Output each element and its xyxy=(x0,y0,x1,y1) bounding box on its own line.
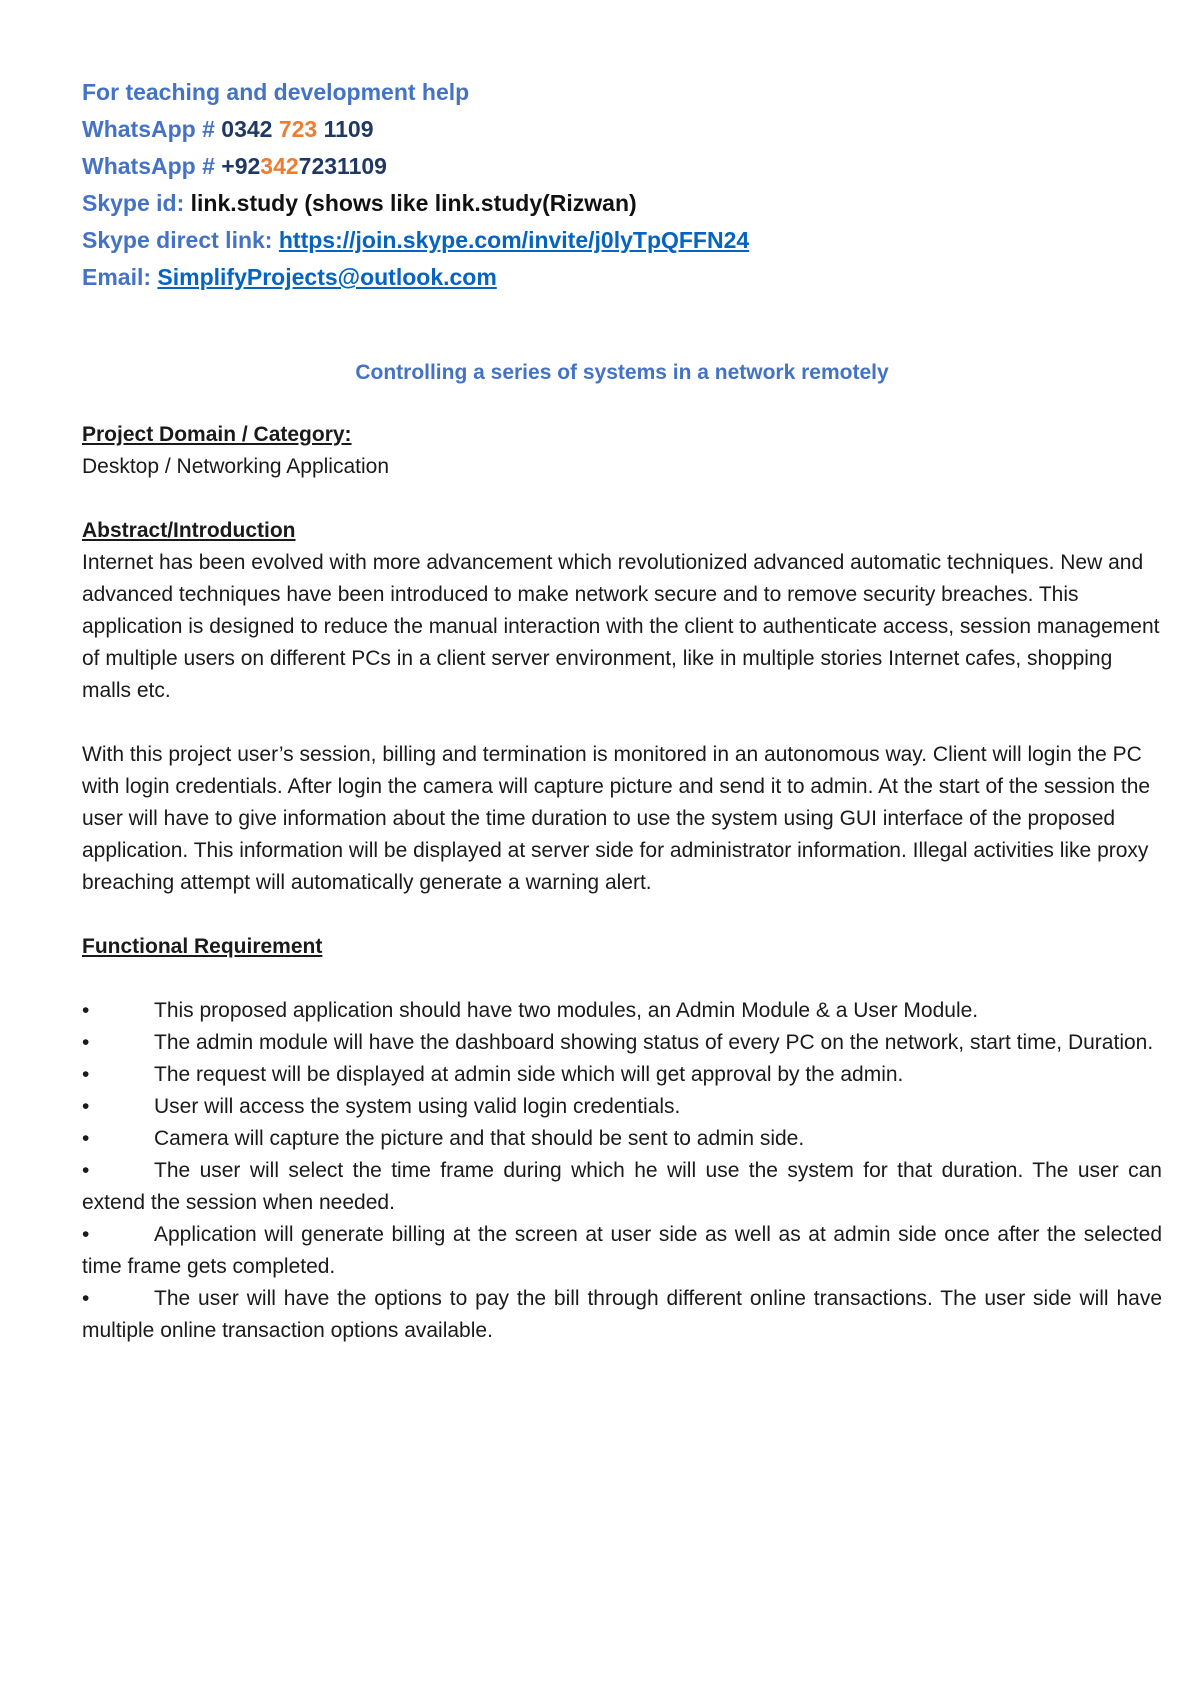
whatsapp-line-1 xyxy=(82,111,1162,148)
skype-link-line xyxy=(82,222,1162,259)
abstract-paragraph-1: Internet has been evolved with more advancement which revolutionized advanced automatic techniques. New and advanced techniques have been introduced to make network secure and to remove security breaches. This application is designed to reduce the manual interaction with the client to authenticate access, session management of multiple users on different PCs in a client server environment, like in multiple stories Internet cafes, shopping malls etc. xyxy=(82,551,1160,702)
skype-id-line xyxy=(82,185,1162,222)
skype-id-value: link.study (shows like link.study(Rizwan) xyxy=(190,190,637,216)
whatsapp-number-part: 7231109 xyxy=(298,153,387,179)
email-link[interactable]: SimplifyProjects@outlook.com xyxy=(157,264,497,290)
list-item xyxy=(82,1059,1162,1091)
email-line xyxy=(82,259,1162,296)
list-item xyxy=(82,1283,1162,1347)
whatsapp-label: WhatsApp # xyxy=(82,116,222,142)
document-page xyxy=(82,74,1162,1363)
domain-value: Desktop / Networking Application xyxy=(82,455,389,478)
skype-invite-link[interactable]: https://join.skype.com/invite/j0lyTpQFFN24 xyxy=(278,227,750,253)
skype-link-label: Skype direct link: xyxy=(82,227,279,253)
list-item xyxy=(82,995,1162,1027)
requirement-text: Application will generate billing at the screen at user side as well as at admin side once after the selected time frame gets completed. xyxy=(82,1223,1162,1278)
bullet-icon: • xyxy=(82,1095,90,1118)
domain-heading: Project Domain / Category: xyxy=(82,423,352,446)
whatsapp-number-part: +92 xyxy=(221,153,261,179)
document-title: Controlling a series of systems in a network remotely xyxy=(355,361,889,384)
bullet-icon: • xyxy=(82,1223,90,1246)
contact-heading: For teaching and development help xyxy=(82,79,470,105)
abstract-paragraph-2: With this project user’s session, billing and termination is monitored in an autonomous way. Client will login the PC with login credentials. After login the camera will capture picture and send it to admin. At the start of the session the user will have to give information about the time duration to use the system using GUI interface of the proposed application. This information will be displayed at server side for administrator information. Illegal activities like proxy breaching attempt will automatically generate a warning alert. xyxy=(82,743,1151,894)
list-item xyxy=(82,1155,1162,1219)
bullet-icon: • xyxy=(82,1031,90,1054)
requirement-text: The admin module will have the dashboard showing status of every PC on the network, start time, Duration. xyxy=(154,1031,1154,1054)
bullet-icon: • xyxy=(82,1287,90,1310)
functional-heading: Functional Requirement xyxy=(82,935,323,958)
whatsapp-label: WhatsApp # xyxy=(82,153,222,179)
skype-id-label: Skype id: xyxy=(82,190,191,216)
bullet-icon: • xyxy=(82,999,90,1022)
whatsapp-number-part: 342 xyxy=(260,153,299,179)
email-label: Email: xyxy=(82,264,158,290)
whatsapp-number-part: 1109 xyxy=(317,116,374,142)
requirement-text: User will access the system using valid login credentials. xyxy=(154,1095,681,1118)
bullet-icon: • xyxy=(82,1159,90,1182)
list-item xyxy=(82,1027,1162,1059)
whatsapp-number-part: 0342 xyxy=(221,116,279,142)
abstract-heading: Abstract/Introduction xyxy=(82,519,296,542)
list-item xyxy=(82,1219,1162,1283)
requirement-text: The user will select the time frame during which he will use the system for that duration. The user can extend the session when needed. xyxy=(82,1159,1162,1214)
bullet-icon: • xyxy=(82,1127,90,1150)
requirement-text: Camera will capture the picture and that should be sent to admin side. xyxy=(154,1127,805,1150)
whatsapp-number-part: 723 xyxy=(278,116,318,142)
list-item xyxy=(82,1091,1162,1123)
requirement-text: The request will be displayed at admin side which will get approval by the admin. xyxy=(154,1063,904,1086)
requirement-text: The user will have the options to pay the bill through different online transactions. The user side will have multiple online transaction options available. xyxy=(82,1287,1162,1342)
bullet-icon: • xyxy=(82,1063,90,1086)
whatsapp-line-2 xyxy=(82,148,1162,185)
contact-block xyxy=(82,74,1162,296)
list-item xyxy=(82,1123,1162,1155)
requirement-text: This proposed application should have two modules, an Admin Module & a User Module. xyxy=(154,999,979,1022)
functional-requirements-list xyxy=(82,995,1162,1347)
